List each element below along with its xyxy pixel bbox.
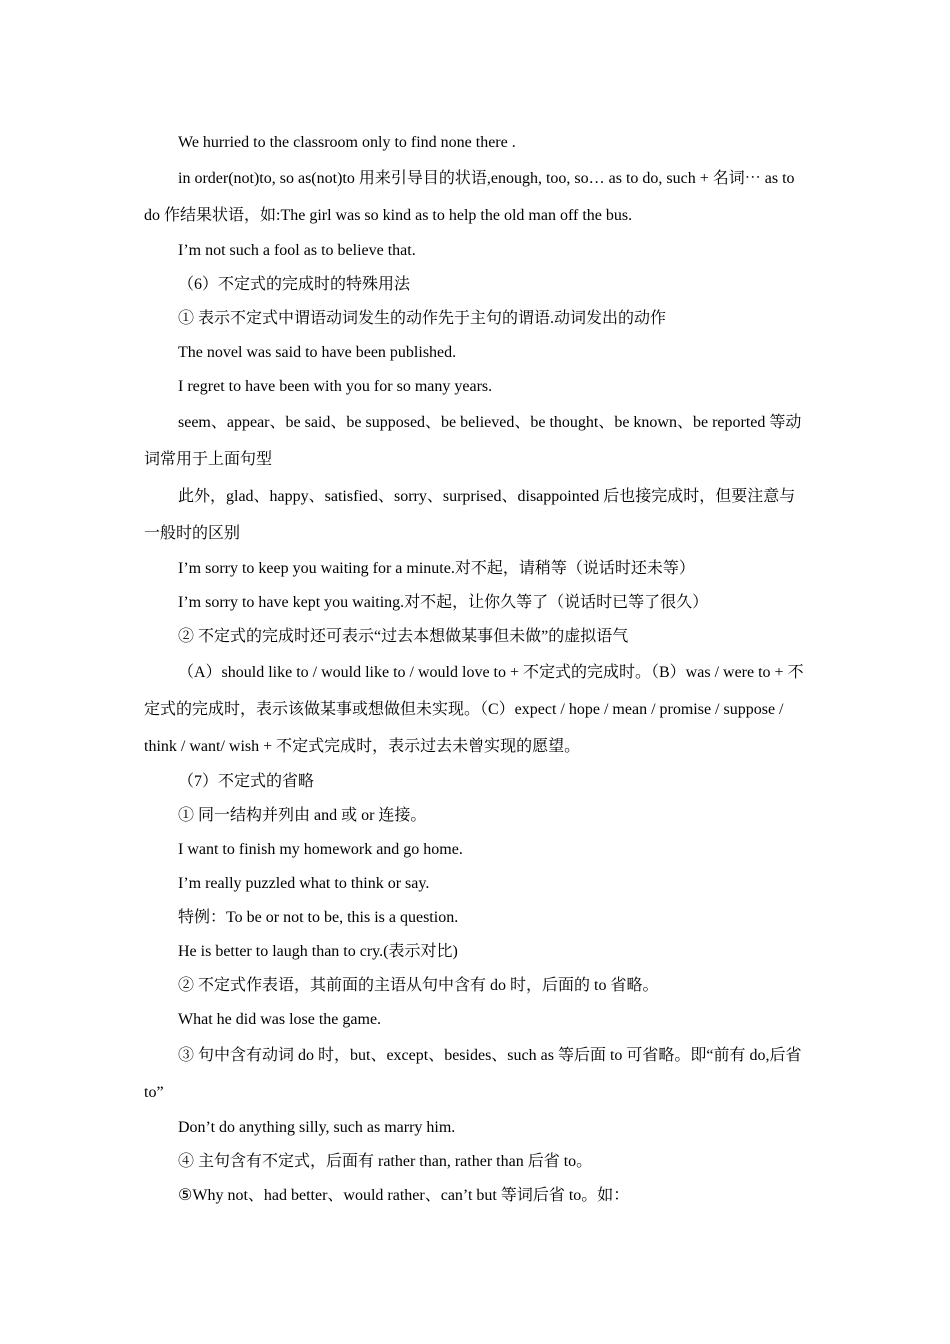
paragraph-16: I want to finish my homework and go home. [178,841,463,858]
paragraph-10: I’m sorry to keep you waiting for a minute.对不起，请稍等（说话时还未等） [178,560,695,577]
paragraph-2: in order(not)to, so as(not)to 用来引导目的状语,enough, too, so… as to do, such + 名词⋯ as to do 作结果状语，如:The girl was so kind as to help the old man off the bus. [144,170,795,224]
paragraph-18: 特例：To be or not to be, this is a question. [178,909,459,926]
paragraph-7: I regret to have been with you for so many years. [178,378,493,395]
paragraph-24: ④ 主句含有不定式，后面有 rather than, rather than 后省 to。 [178,1153,593,1170]
paragraph-1: We hurried to the classroom only to find none there . [178,134,516,151]
paragraph-25: ⑤Why not、had better、would rather、can’t but 等词后省 to。如： [178,1187,630,1204]
paragraph-15: ① 同一结构并列由 and 或 or 连接。 [178,807,427,824]
paragraph-9: 此外，glad、happy、satisfied、sorry、surprised、disappointed 后也接完成时，但要注意与一般时的区别 [144,488,796,542]
paragraph-21: What he did was lose the game. [178,1011,382,1028]
paragraph-13: （A）should like to / would like to / would love to + 不定式的完成时。（B）was / were to + 不定式的完成时，表示该做某事或想做但未实现。（C）expect / hope / mean / promise / suppose / think / want/ wish + 不定式完成时，表示过去未曾实现的愿望。 [144,664,804,755]
paragraph-20: ② 不定式作表语，其前面的主语从句中含有 do 时，后面的 to 省略。 [178,977,659,994]
section-heading-6: （6）不定式的完成时的特殊用法 [178,276,411,293]
paragraph-22: ③ 句中含有动词 do 时，but、except、besides、such as 等后面 to 可省略。即“前有 do,后省 to” [144,1047,802,1101]
document-body [144,126,808,1213]
paragraph-5: ① 表示不定式中谓语动词发生的动作先于主句的谓语.动词发出的动作 [178,310,667,327]
paragraph-3: I’m not such a fool as to believe that. [178,242,416,259]
paragraph-6: The novel was said to have been published. [178,344,457,361]
paragraph-23: Don’t do anything silly, such as marry him. [178,1119,456,1136]
paragraph-17: I’m really puzzled what to think or say. [178,875,430,892]
paragraph-12: ② 不定式的完成时还可表示“过去本想做某事但未做”的虚拟语气 [178,628,629,645]
section-heading-7: （7）不定式的省略 [178,773,315,790]
paragraph-11: I’m sorry to have kept you waiting.对不起，让你久等了（说话时已等了很久） [178,594,709,611]
paragraph-19: He is better to laugh than to cry.(表示对比) [178,943,458,960]
paragraph-8: seem、appear、be said、be supposed、be believed、be thought、be known、be reported 等动词常用于上面句型 [144,414,802,468]
